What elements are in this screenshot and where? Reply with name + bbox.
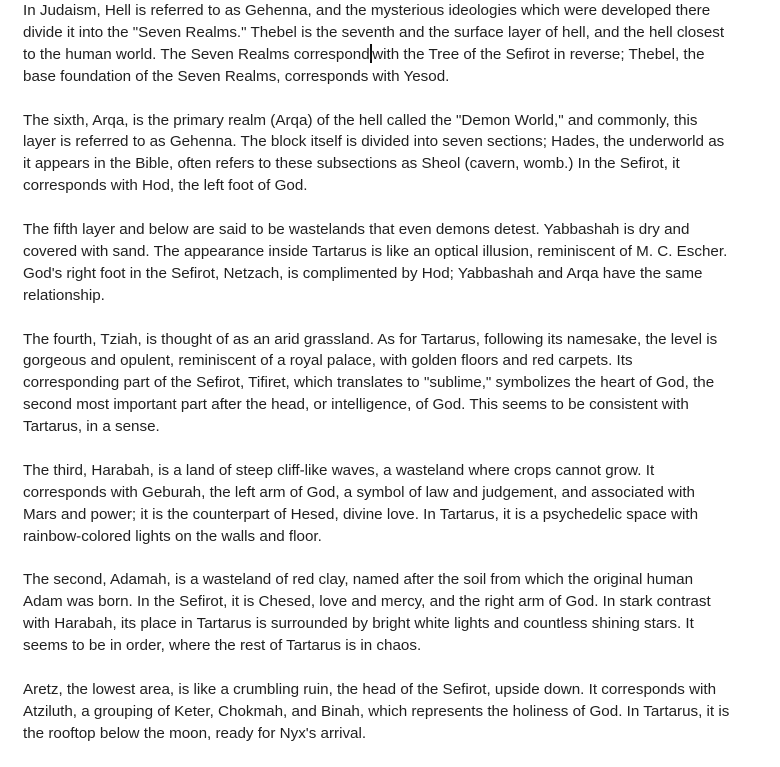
paragraph-text: In Judaism, Hell is referred to as Gehenna, and the mysterious ideologies which were developed there divide it into the "Seven Realms." Thebel is the seventh and the surface layer of hell, and the hell closest to the human world. The Seven Realms correspond <box>23 2 725 63</box>
paragraph-sixth-arqa[interactable]: The sixth, Arqa, is the primary realm (Arqa) of the hell called the "Demon World," and commonly, this layer is referred to as Gehenna. The block itself is divided into seven sections; Hades, the underworld as it appears in the Bible, often refers to these subsections as Sheol (cavern, womb.) In the Sefirot, it corresponds with Hod, the left foot of God. <box>23 111 725 195</box>
paragraph-seventh-thebel[interactable] <box>23 0 731 88</box>
document-body[interactable] <box>23 0 731 767</box>
paragraph-second-adamah[interactable]: The second, Adamah, is a wasteland of red clay, named after the soil from which the original human Adam was born. In the Sefirot, it is Chesed, love and mercy, and the right arm of God. In stark contrast with Harabah, its place in Tartarus is surrounded by bright white lights and countless shining stars. It seems to be in order, where the rest of Tartarus is in chaos. <box>23 571 711 655</box>
paragraph-fourth-tziah[interactable]: The fourth, Tziah, is thought of as an arid grassland. As for Tartarus, following its namesake, the level is gorgeous and opulent, reminiscent of a royal palace, with golden floors and red carpets. Its corresponding part of the Sefirot, Tifiret, which translates to "sublime," symbolizes the heart of God, the second most important part after the head, or intelligence, of God. This seems to be consistent with Tartarus, in a sense. <box>23 330 718 436</box>
paragraph-first-aretz[interactable]: Aretz, the lowest area, is like a crumbling ruin, the head of the Sefirot, upside down. It corresponds with Atziluth, a grouping of Keter, Chokmah, and Binah, which represents the holiness of God. In Tartarus, it is the rooftop below the moon, ready for Nyx's arrival. <box>23 681 730 742</box>
paragraph-fifth-yabbashah[interactable]: The fifth layer and below are said to be wastelands that even demons detest. Yabbashah is dry and covered with sand. The appearance inside Tartarus is like an optical illusion, reminiscent of M. C. Escher. God's right foot in the Sefirot, Netzach, is complimented by Hod; Yabbashah and Arqa have the same relationship. <box>23 221 728 304</box>
paragraph-third-harabah[interactable]: The third, Harabah, is a land of steep cliff-like waves, a wasteland where crops cannot grow. It corresponds with Geburah, the left arm of God, a symbol of law and judgement, and associated with Mars and power; it is the counterpart of Hesed, divine love. In Tartarus, it is a psychedelic space with rainbow-colored lights on the walls and floor. <box>23 461 699 545</box>
paragraph-text: with the Tree of the Sefirot in reverse; Thebel, the base foundation of the Seven Realms, corresponds with Yesod. <box>23 45 705 85</box>
